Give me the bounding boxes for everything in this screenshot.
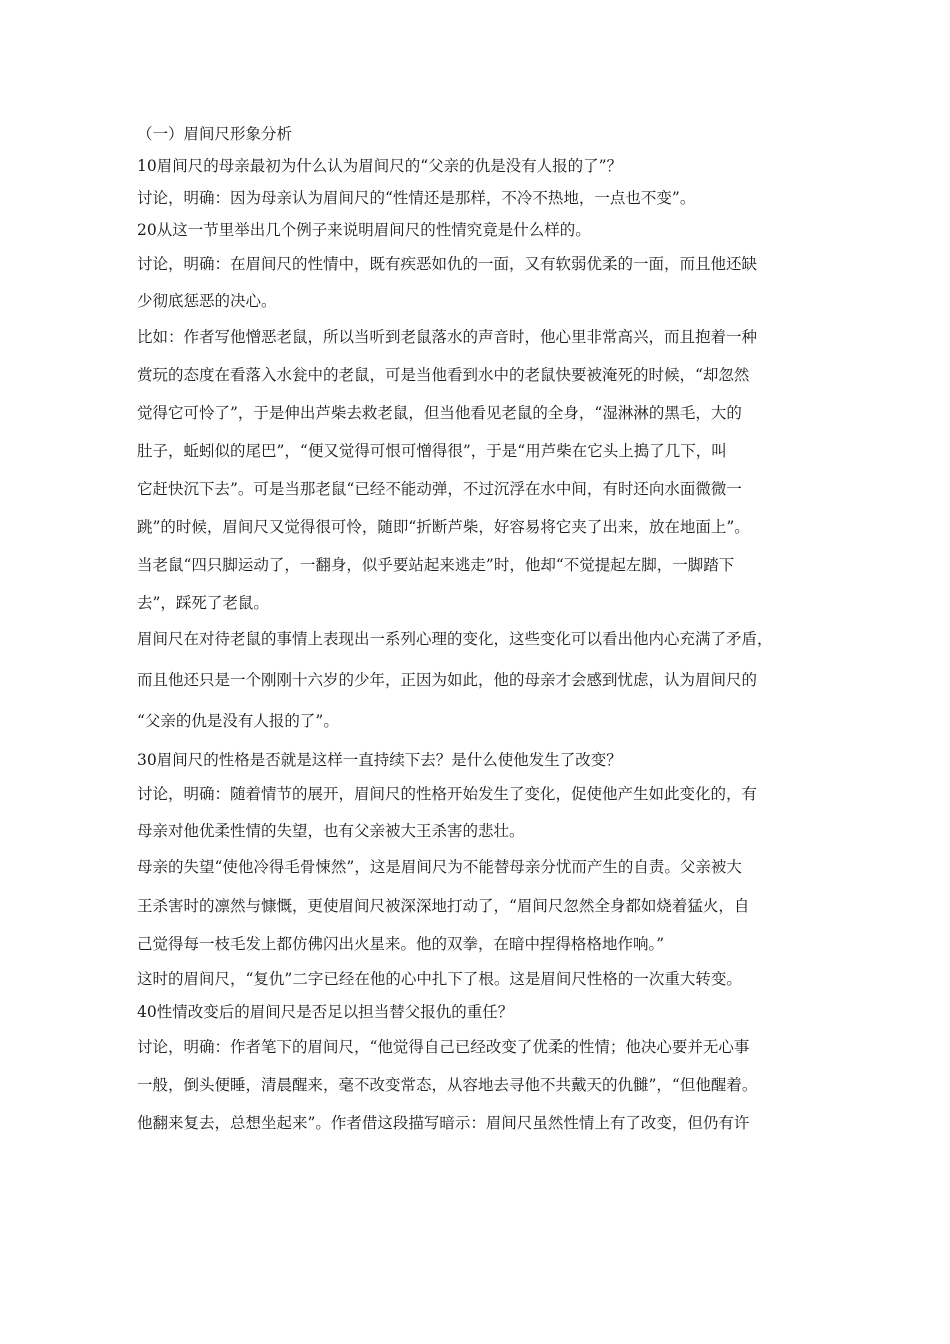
analysis-line: 而且他还只是一个刚刚十六岁的少年，正因为如此，他的母亲才会感到忧虑，认为眉间尺的 [137,671,758,689]
example-line: 它赶快沉下去”。可是当那老鼠“已经不能动弹，不过沉浮在水中间，有时还向水面微微一 [137,480,742,498]
disappointment-line: 母亲的失望“使他冷得毛骨悚然”，这是眉间尺为不能替母亲分忧而产生的自责。父亲被大 [137,858,742,876]
example-line: 肚子，蚯蚓似的尾巴”，“便又觉得可恨可憎得很”，于是“用芦柴在它头上搗了几下，叫 [137,442,727,460]
disappointment-line: 己觉得每一枝毛发上都仿佛闪出火星来。他的双拳，在暗中捏得格格地作响。” [137,935,665,953]
example-line: 去”，踩死了老鼠。 [137,594,269,612]
answer-1: 讨论，明确：因为母亲认为眉间尺的“性情还是那样，不冷不热地，一点也不变”。 [137,189,696,207]
disappointment-line: 王杀害时的凛然与慷慨，更使眉间尺被深深地打动了，“眉间尺忽然全身都如烧着猛火，自 [137,897,750,915]
example-line: 比如：作者写他憎恶老鼠，所以当听到老鼠落水的声音时，他心里非常高兴，而且抱着一种 [137,328,758,346]
answer-2-line: 少彻底惩恶的决心。 [137,292,277,310]
example-line: 觉得它可怜了”，于是伸出芦柴去救老鼠，但当他看见老鼠的全身，“湿淋淋的黑毛，大的 [137,404,742,422]
question-3: 30眉间尺的性格是否就是这样一直持续下去？是什么使他发生了改变？ [137,751,622,769]
example-line: 跳”的时候，眉间尺又觉得很可怜，随即“折断芦柴，好容易将它夹了出来，放在地面上”。 [137,518,750,536]
answer-4-line: 讨论，明确：作者笔下的眉间尺，“他觉得自己已经改变了优柔的性情；他决心要并无心事 [137,1038,750,1056]
analysis-line: “父亲的仇是没有人报的了”。 [137,712,339,730]
question-1: 10眉间尺的母亲最初为什么认为眉间尺的“父亲的仇是没有人报的了”？ [137,157,623,175]
section-heading: （一）眉间尺形象分析 [137,125,293,143]
answer-3-line: 讨论，明确：随着情节的展开，眉间尺的性格开始发生了变化，促使他产生如此变化的，有 [137,785,758,803]
answer-4-line: 一般，倒头便睡，清晨醒来，毫不改变常态，从容地去寻他不共戴天的仇雠”，“但他醒着。 [137,1076,758,1094]
question-2: 20从这一节里举出几个例子来说明眉间尺的性情究竟是什么样的。 [137,221,591,239]
example-line: 当老鼠“四只脚运动了，一翻身，似乎要站起来逃走”时，他却“不觉提起左脚，一脚踏下 [137,556,735,574]
question-4: 40性情改变后的眉间尺是否足以担当替父报仇的重任？ [137,1003,514,1021]
answer-2-line: 讨论，明确：在眉间尺的性情中，既有疾恶如仇的一面，又有软弱优柔的一面，而且他还缺 [137,255,758,273]
answer-3-line: 母亲对他优柔性情的失望，也有父亲被大王杀害的悲壮。 [137,822,525,840]
turning-point-line: 这时的眉间尺，“复仇”二字已经在他的心中扎下了根。这是眉间尺性格的一次重大转变。 [137,970,742,988]
answer-4-line: 他翻来复去，总想坐起来”。作者借这段描写暗示：眉间尺虽然性情上有了改变，但仍有许 [137,1114,750,1132]
analysis-line: 眉间尺在对待老鼠的事情上表现出一系列心理的变化，这些变化可以看出他内心充满了矛盾， [137,630,773,648]
example-line: 赏玩的态度在看落入水瓮中的老鼠，可是当他看到水中的老鼠快要被淹死的时候，“却忽然 [137,366,750,384]
